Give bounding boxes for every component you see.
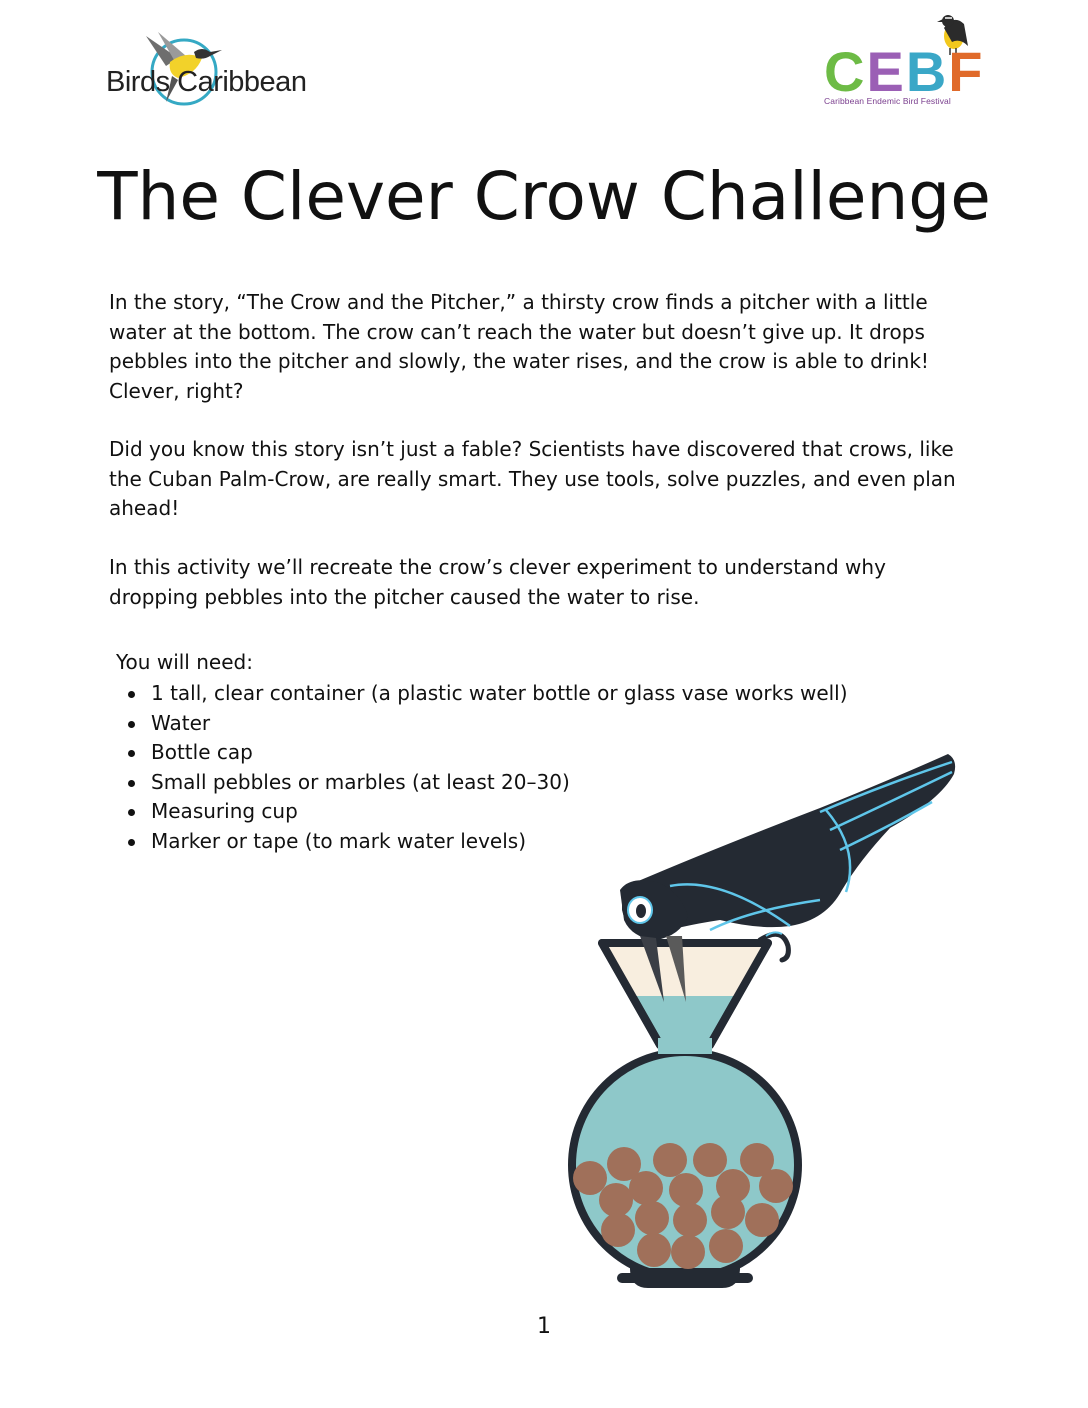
birds-caribbean-wordmark: Birds Caribbean <box>106 66 307 98</box>
list-item: 1 tall, clear container (a plastic water bottle or glass vase works well) <box>125 679 848 709</box>
crow-pitcher-illustration <box>560 740 970 1300</box>
list-item: Small pebbles or marbles (at least 20–30) <box>125 768 848 798</box>
list-item: Marker or tape (to mark water levels) <box>125 827 848 857</box>
intro-paragraph: In the story, “The Crow and the Pitcher,” a thirsty crow finds a pitcher with a little water at the bottom. The crow can’t reach the water but doesn’t give up. It drops pebbles into the pitcher and slowly, the water rises, and the crow is able to drink! Clever, right? <box>109 290 929 403</box>
cebf-letter: B <box>905 40 949 103</box>
list-item: Measuring cup <box>125 797 848 827</box>
cebf-subtitle: Caribbean Endemic Bird Festival <box>824 96 951 106</box>
cebf-letter: E <box>866 40 906 103</box>
activity-paragraph: In this activity we’ll recreate the crow’s clever experiment to understand why dropping pebbles into the pitcher caused the water to rise. <box>109 555 886 609</box>
birds-caribbean-logo <box>106 28 320 108</box>
page-number: 1 <box>537 1314 551 1339</box>
materials-label: You will need: <box>116 650 253 674</box>
cebf-logo <box>820 8 985 108</box>
cebf-wordmark <box>824 42 984 102</box>
cebf-letter: F <box>948 40 985 103</box>
page-title: The Clever Crow Challenge <box>97 158 991 235</box>
list-item: Water <box>125 709 848 739</box>
list-item: Bottle cap <box>125 738 848 768</box>
science-paragraph: Did you know this story isn’t just a fable? Scientists have discovered that crows, like the Cuban Palm-Crow, are really smart. They use tools, solve puzzles, and even plan ahead! <box>109 437 956 520</box>
cebf-letter: C <box>824 40 867 103</box>
